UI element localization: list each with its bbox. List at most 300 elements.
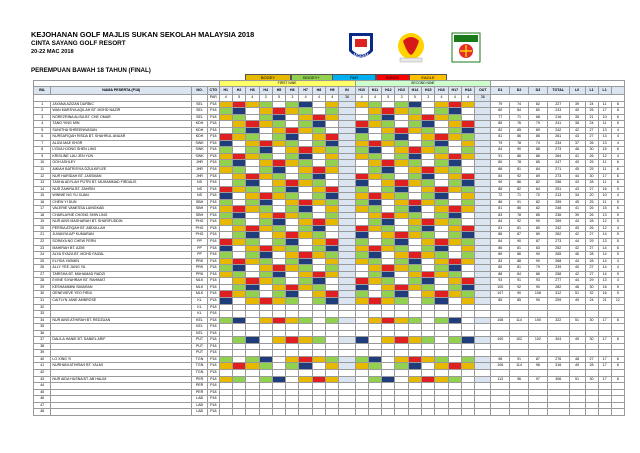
round-value: 273 [547, 173, 569, 180]
player-category: P18 [208, 363, 220, 370]
col-d2: D2 [510, 86, 529, 95]
player-category: P18 [208, 297, 220, 304]
player-name: TARISHA BT. MUHAMAD RADZI [51, 271, 192, 278]
round-value: 86 [510, 153, 529, 160]
round-value: 78 [510, 140, 529, 147]
col-d3: D3 [528, 86, 547, 95]
round-value: 86 [510, 252, 529, 259]
round-value: 90 [510, 147, 529, 154]
player-bil: 17 [34, 206, 51, 213]
player-state: PRK [192, 271, 208, 278]
round-value: 6 [611, 160, 624, 167]
round-value: 91 [510, 278, 529, 285]
par-value: 4 [246, 95, 259, 102]
player-category: P18 [208, 232, 220, 239]
round-value: 28 [585, 252, 598, 259]
round-value: 256 [547, 180, 569, 187]
round-value [491, 409, 510, 416]
player-state: MLK [192, 278, 208, 285]
player-bil: 34 [34, 317, 51, 324]
round-value [510, 409, 529, 416]
col-hole-h10: H10 [355, 86, 368, 95]
round-value: 92 [510, 284, 529, 291]
round-value: 4 [611, 278, 624, 285]
round-value: 80 [528, 108, 547, 115]
player-state: PUT [192, 343, 208, 350]
round-value: 90 [528, 219, 547, 226]
player-state: SWK [192, 140, 208, 147]
second-nine-label: SECOND NINE [355, 81, 491, 87]
round-value: 80 [491, 265, 510, 272]
player-state: SEL [192, 108, 208, 115]
round-value: 74 [528, 140, 547, 147]
round-value: 100 [491, 337, 510, 344]
player-bil: 2 [34, 108, 51, 115]
round-value: 84 [491, 173, 510, 180]
player-category: P18 [208, 108, 220, 115]
player-bil: 37 [34, 337, 51, 344]
player-category: P18 [208, 114, 220, 121]
round-value: 100 [491, 284, 510, 291]
player-state: PUT [192, 337, 208, 344]
player-category: P18 [208, 206, 220, 213]
round-value: 11 [598, 121, 611, 128]
player-bil: 3 [34, 114, 51, 121]
round-value: 276 [547, 356, 569, 363]
par-value: 3 [286, 95, 299, 102]
hole-score-cell [408, 409, 421, 416]
round-value: 42 [569, 245, 585, 252]
round-value: 90 [510, 291, 529, 298]
player-state: TGN [192, 369, 208, 376]
round-value: 26 [585, 212, 598, 219]
round-value: 15 [598, 206, 611, 213]
round-value: 81 [491, 134, 510, 141]
round-value: 108 [491, 317, 510, 324]
round-value: 262 [547, 232, 569, 239]
player-bil: 21 [34, 232, 51, 239]
round-value: 24 [585, 101, 598, 108]
round-value: 25 [585, 199, 598, 206]
player-name: CHARLAYNE CHONG SHIN LING [51, 212, 192, 219]
round-value: 273 [547, 239, 569, 246]
player-category: P18 [208, 383, 220, 390]
col-l1: L1 [585, 86, 598, 95]
round-value: 13 [598, 140, 611, 147]
round-value: 27 [585, 186, 598, 193]
hole-score-cell [462, 409, 475, 416]
col-name: NAMA PESERTA (P18) [51, 86, 192, 95]
round-value: 88 [491, 271, 510, 278]
hole-score-cell [219, 409, 232, 416]
round-value: 234 [547, 140, 569, 147]
round-value: 27 [585, 134, 598, 141]
player-state: PP [192, 252, 208, 259]
round-value: 27 [585, 127, 598, 134]
round-value: 85 [491, 297, 510, 304]
player-state: KL [192, 304, 208, 311]
round-value: 78 [510, 212, 529, 219]
round-value: 51 [569, 376, 585, 383]
round-value: 41 [569, 153, 585, 160]
round-value: 84 [491, 239, 510, 246]
col-hole-h5: H5 [272, 86, 285, 95]
round-value: 42 [569, 271, 585, 278]
round-value: 268 [547, 258, 569, 265]
hole-score-cell [286, 409, 299, 416]
player-state: SBH [192, 212, 208, 219]
col-d1: D1 [491, 86, 510, 95]
player-bil: 41 [34, 363, 51, 370]
round-value: 102 [510, 337, 529, 344]
round-value: 82 [528, 180, 547, 187]
round-value: 6 [611, 356, 624, 363]
player-state: KEL [192, 324, 208, 331]
round-value: 45 [569, 167, 585, 174]
round-value: 44 [569, 258, 585, 265]
round-value: 282 [547, 284, 569, 291]
round-value: 71 [510, 114, 529, 121]
player-bil: 44 [34, 383, 51, 390]
round-value: 83 [528, 245, 547, 252]
round-value: 4 [611, 193, 624, 200]
player-name: NUR HARIDAH BT. JASSMAN [51, 173, 192, 180]
round-value: 24 [585, 121, 598, 128]
round-value: 46 [569, 284, 585, 291]
round-value: 97 [528, 376, 547, 383]
col-hole-h11: H11 [368, 86, 381, 95]
round-value: 26 [585, 225, 598, 232]
round-value: 17 [598, 108, 611, 115]
player-state: SEL [192, 101, 208, 108]
par-value: 4 [312, 95, 325, 102]
player-bil: 12 [34, 173, 51, 180]
round-value: 79 [528, 265, 547, 272]
round-value: 259 [547, 297, 569, 304]
player-category: P18 [208, 324, 220, 331]
player-bil: 26 [34, 265, 51, 272]
player-name: TANG YING MIN [51, 121, 192, 128]
player-state: LAB [192, 402, 208, 409]
round-value: 277 [547, 278, 569, 285]
ministry-crest-logo [393, 31, 429, 64]
round-value: 4 [611, 265, 624, 272]
round-value: 40 [569, 160, 585, 167]
player-state: PHG [192, 225, 208, 232]
player-bil: 4 [34, 121, 51, 128]
col-hole-h2: H2 [232, 86, 245, 95]
hole-score-cell [299, 409, 312, 416]
round-value: 88 [491, 167, 510, 174]
round-value: 37 [569, 140, 585, 147]
round-value: 68 [528, 114, 547, 121]
par-value: 4 [219, 95, 232, 102]
round-value: 35 [569, 114, 585, 121]
player-state: PHG [192, 219, 208, 226]
round-value: 51 [569, 291, 585, 298]
hole-score-cell [326, 409, 339, 416]
player-state: PER [192, 389, 208, 396]
round-value: 259 [547, 199, 569, 206]
round-value: 6 [611, 147, 624, 154]
round-value: 107 [491, 291, 510, 298]
col-hole-h15: H15 [422, 86, 435, 95]
round-value: 13 [598, 212, 611, 219]
round-value: 49 [569, 337, 585, 344]
player-category: P18 [208, 239, 220, 246]
hole-score-cell [246, 409, 259, 416]
col-extra [611, 86, 624, 95]
round-value: 25 [585, 167, 598, 174]
player-state: NS [192, 180, 208, 187]
round-value: 6 [611, 337, 624, 344]
round-value: 84 [491, 147, 510, 154]
par-value: 4 [448, 95, 461, 102]
round-value: 90 [510, 239, 529, 246]
col-hole-h3: H3 [246, 86, 259, 95]
player-name: NUR AINS ATHIRAH BT. REDZUAN [51, 317, 192, 324]
player-bil: 30 [34, 291, 51, 298]
round-value: 93 [491, 278, 510, 285]
player-category: P18 [208, 337, 220, 344]
player-name: NUR AINS MASHARAH BT. SHARIFUDDIN [51, 219, 192, 226]
round-value: 39 [569, 101, 585, 108]
round-value: 42 [569, 232, 585, 239]
player-bil: 24 [34, 252, 51, 259]
player-bil: 22 [34, 239, 51, 246]
round-value: 264 [547, 153, 569, 160]
player-name: CHEW YI DUN [51, 199, 192, 206]
player-category: P18 [208, 317, 220, 324]
player-category: P18 [208, 278, 220, 285]
venue: CINTA SAYANG GOLF RESORT [31, 40, 126, 47]
player-state: PRK [192, 265, 208, 272]
player-name: DALILA HANIE BT. DANIEL ARIF [51, 337, 192, 344]
round-value: 25 [585, 108, 598, 115]
player-category: P18 [208, 369, 220, 376]
player-state: PER [192, 383, 208, 390]
col-total: TOTAL [547, 86, 569, 95]
round-value: 29 [585, 278, 598, 285]
round-value: 248 [547, 206, 569, 213]
round-value: 12 [598, 153, 611, 160]
player-name: ALIZA MAE KHOR [51, 140, 192, 147]
par-value: 5 [408, 95, 421, 102]
round-value: 6 [611, 180, 624, 187]
player-state: JHR [192, 160, 208, 167]
round-value: 17 [598, 317, 611, 324]
round-value: 27 [585, 232, 598, 239]
player-name [51, 409, 192, 416]
round-value: 252 [547, 245, 569, 252]
player-name: GOH ASHLEY [51, 160, 192, 167]
report-title: KEJOHANAN GOLF MAJLIS SUKAN SEKOLAH MALAYSIA 2018 [31, 30, 255, 39]
round-value: 11 [598, 160, 611, 167]
player-category: P18 [208, 409, 220, 416]
player-bil: 9 [34, 153, 51, 160]
round-value: 90 [491, 180, 510, 187]
round-value: 5 [611, 291, 624, 298]
player-state: SBH [192, 206, 208, 213]
round-value: 82 [528, 206, 547, 213]
player-name: NUR AIDA HUSNA BT. AB HALIM [51, 376, 192, 383]
player-state: KL [192, 297, 208, 304]
player-name: PERSIA ATIQAH BT. ABDULLAH [51, 225, 192, 232]
round-value: 17 [598, 363, 611, 370]
par-label: PAR [208, 95, 220, 102]
col-bil: BIL [34, 86, 51, 95]
round-value: 6 [611, 363, 624, 370]
col-l0: L0 [569, 86, 585, 95]
round-value: 81 [510, 225, 529, 232]
round-value: 85 [528, 160, 547, 167]
round-value: 28 [585, 219, 598, 226]
col-no: NO. [192, 86, 208, 95]
hole-score-cell [368, 409, 381, 416]
round-value: 32 [585, 291, 598, 298]
player-bil: 1 [34, 101, 51, 108]
par-value: 4 [355, 95, 368, 102]
round-value: 4 [611, 134, 624, 141]
player-bil: 48 [34, 409, 51, 416]
player-category: P18 [208, 134, 220, 141]
round-value: 243 [547, 108, 569, 115]
round-value: 84 [491, 219, 510, 226]
round-value: 312 [547, 291, 569, 298]
round-value: 316 [547, 363, 569, 370]
round-value: 6 [611, 173, 624, 180]
round-value: 81 [510, 167, 529, 174]
round-value: 90 [528, 252, 547, 259]
round-value: 91 [510, 356, 529, 363]
round-value: 6 [611, 101, 624, 108]
round-value: 44 [569, 278, 585, 285]
player-bil: 19 [34, 219, 51, 226]
round-value: 14 [598, 265, 611, 272]
player-state: KDH [192, 134, 208, 141]
player-bil: 29 [34, 284, 51, 291]
round-value: 44 [569, 239, 585, 246]
player-bil: 11 [34, 167, 51, 174]
round-value: 38 [569, 121, 585, 128]
player-bil: 36 [34, 330, 51, 337]
round-value: 13 [598, 239, 611, 246]
round-value: 91 [510, 199, 529, 206]
round-value: 5 [611, 271, 624, 278]
col-hole-h16: H16 [435, 86, 448, 95]
round-value [569, 409, 585, 416]
round-value: 6 [611, 376, 624, 383]
round-value: 16 [598, 284, 611, 291]
round-value: 306 [547, 376, 569, 383]
player-category: P18 [208, 167, 220, 174]
player-name: MAHIRAH BT. AZMI [51, 245, 192, 252]
round-value: 261 [547, 134, 569, 141]
player-category: P18 [208, 350, 220, 357]
player-category: P18 [208, 389, 220, 396]
round-value: 28 [585, 258, 598, 265]
player-category: P18 [208, 271, 220, 278]
round-value: 13 [598, 134, 611, 141]
round-value [598, 409, 611, 416]
round-value: 84 [528, 167, 547, 174]
par-value: 4 [368, 95, 381, 102]
player-state: PER [192, 376, 208, 383]
round-value: 322 [547, 317, 569, 324]
player-bil: 18 [34, 212, 51, 219]
player-state: LAB [192, 409, 208, 416]
round-value: 49 [569, 297, 585, 304]
player-bil: 32 [34, 304, 51, 311]
round-value: 26 [585, 153, 598, 160]
player-category: P18 [208, 284, 220, 291]
round-value: 82 [528, 199, 547, 206]
player-name: EVINE SIYAHRAH BT. RAHIMAT [51, 278, 192, 285]
round-value: 83 [491, 212, 510, 219]
round-value: 28 [585, 180, 598, 187]
player-category: P18 [208, 199, 220, 206]
round-value: 78 [510, 160, 529, 167]
col-l1b: L1 [598, 86, 611, 95]
player-name: WINNIE NG YU XUAN [51, 193, 192, 200]
col-hole-h12: H12 [382, 86, 395, 95]
round-value: 239 [547, 265, 569, 272]
hole-score-cell [448, 409, 461, 416]
round-value: 4 [611, 127, 624, 134]
round-value: 39 [569, 212, 585, 219]
round-value: 79 [491, 101, 510, 108]
hole-score-cell [422, 409, 435, 416]
player-state: MLK [192, 284, 208, 291]
round-value: 86 [510, 206, 529, 213]
round-value: 14 [598, 271, 611, 278]
player-state: MLK [192, 291, 208, 298]
round-value: 4 [611, 140, 624, 147]
round-value: 90 [528, 297, 547, 304]
player-bil: 16 [34, 199, 51, 206]
player-category: P18 [208, 101, 220, 108]
round-value: 236 [547, 212, 569, 219]
round-value: 258 [547, 271, 569, 278]
player-name: CAITLYN JANE AMBROSE [51, 297, 192, 304]
round-value: 85 [510, 127, 529, 134]
round-value: 11 [598, 167, 611, 174]
round-value: 85 [510, 297, 529, 304]
player-name: ALYA SYAZA BT. MOHD FAIZAL [51, 252, 192, 259]
player-name: WAN MARSYA AQILAH BT. MOHD NAZIR [51, 108, 192, 115]
round-value: 5 [611, 212, 624, 219]
player-bil: 14 [34, 186, 51, 193]
player-state: KEL [192, 330, 208, 337]
player-category: P18 [208, 252, 220, 259]
round-value: 5 [611, 121, 624, 128]
player-bil: 10 [34, 160, 51, 167]
round-value: 25 [585, 160, 598, 167]
round-value: 81 [491, 206, 510, 213]
round-value: 86 [510, 134, 529, 141]
player-name: ALLY YEE JUNG YA [51, 265, 192, 272]
round-value: 46 [569, 252, 585, 259]
round-value: 30 [585, 317, 598, 324]
player-name: VALERIE VANESSA LAINGKAB [51, 206, 192, 213]
col-hole-h6: H6 [286, 86, 299, 95]
round-value: 85 [491, 186, 510, 193]
round-value: 88 [528, 147, 547, 154]
player-name: SORAYA NG CHEW FERN [51, 239, 192, 246]
round-value: 74 [510, 101, 529, 108]
round-value: 242 [547, 225, 569, 232]
player-bil: 38 [34, 343, 51, 350]
